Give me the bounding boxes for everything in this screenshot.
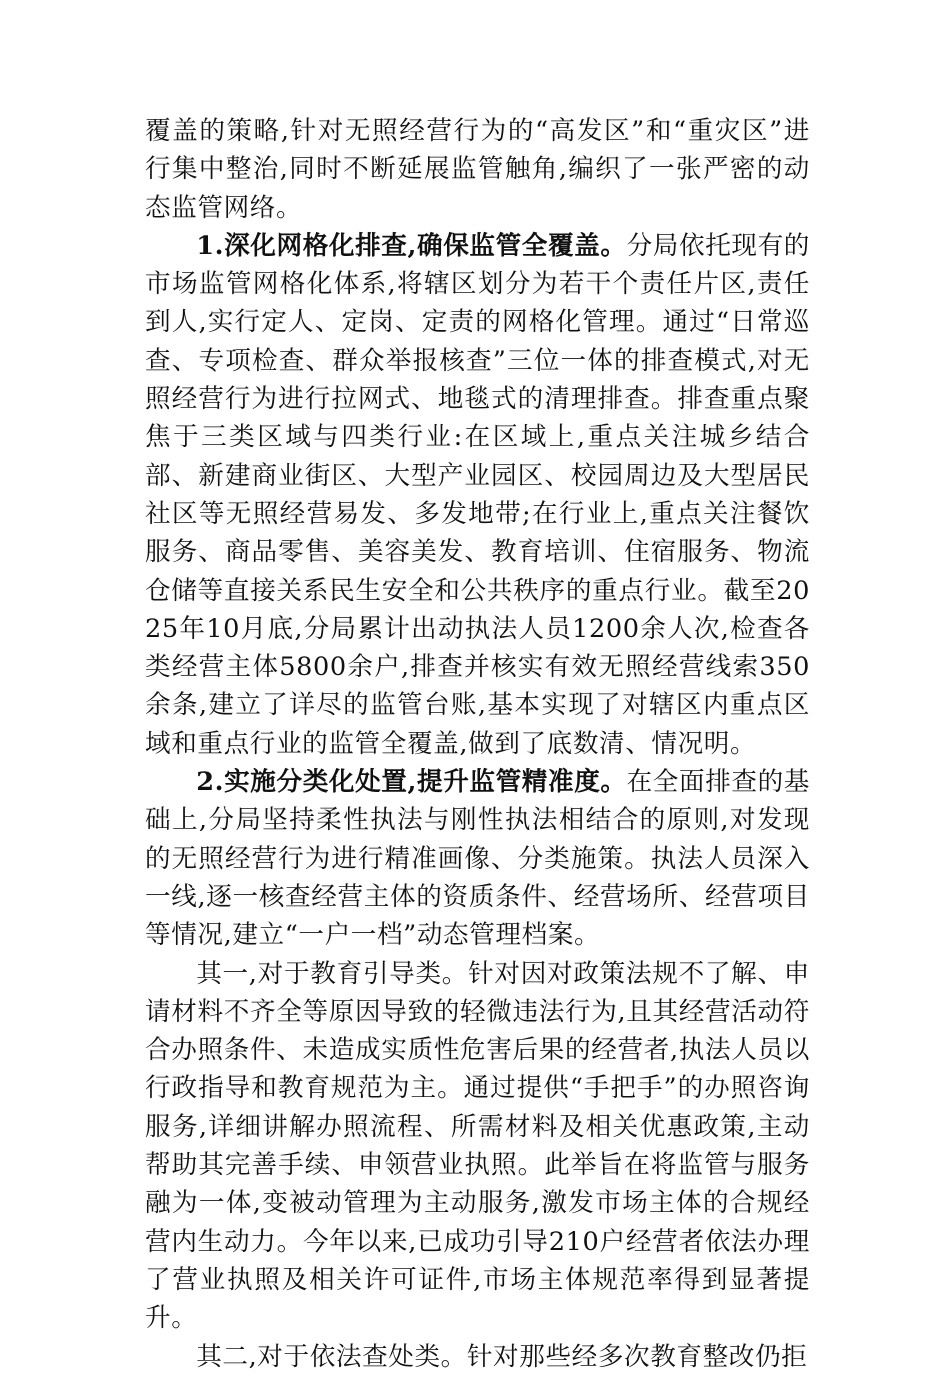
paragraph-intro-continued [145,112,810,227]
paragraph-heading: 2.实施分类化处置,提升监管精准度。 [196,767,627,798]
paragraph-text: 其二,对于依法查处类。针对那些经多次教育整改仍拒 [196,1341,808,1372]
paragraph-text: 覆盖的策略,针对无照经营行为的“高发区”和“重灾区”进行集中整治,同时不断延展监管触角,编织了一张严密的动态监管网络。 [145,116,810,223]
paragraph-education-guidance [145,955,810,1338]
document-body [145,112,810,1376]
paragraph-heading: 1.深化网格化排查,确保监管全覆盖。 [196,230,627,261]
paragraph-text: 分局依托现有的市场监管网格化体系,将辖区划分为若干个责任片区,责任到人,实行定人、定岗、定责的网格化管理。通过“日常巡查、专项检查、群众举报核查”三位一体的排查模式,对无照经营行为进行拉网式、地毯式的清理排查。排查重点聚焦于三类区域与四类行业:在区域上,重点关注城乡结合部、新建商业街区、大型产业园区、校园周边及大型居民社区等无照经营易发、多发地带;在行业上,重点关注餐饮服务、商品零售、美容美发、教育培训、住宿服务、物流仓储等直接关系民生安全和公共秩序的重点行业。截至2025年10月底,分局累计出动执法人员1200余人次,检查各类经营主体5800余户,排查并核实有效无照经营线索350余条,建立了详尽的监管台账,基本实现了对辖区内重点区域和重点行业的监管全覆盖,做到了底数清、情况明。 [145,230,810,759]
paragraph-grid-inspection [145,227,810,763]
paragraph-text: 在全面排查的基础上,分局坚持柔性执法与刚性执法相结合的原则,对发现的无照经营行为进行精准画像、分类施策。执法人员深入一线,逐一核查经营主体的资质条件、经营场所、经营项目等情况,建立“一户一档”动态管理档案。 [145,767,810,951]
paragraph-legal-investigation [145,1338,810,1376]
paragraph-classified-disposal [145,763,810,954]
paragraph-text: 其一,对于教育引导类。针对因对政策法规不了解、申请材料不齐全等原因导致的轻微违法行为,且其经营活动符合办照条件、未造成实质性危害后果的经营者,执法人员以行政指导和教育规范为主。通过提供“手把手”的办照咨询服务,详细讲解办照流程、所需材料及相关优惠政策,主动帮助其完善手续、申领营业执照。此举旨在将监管与服务融为一体,变被动管理为主动服务,激发市场主体的合规经营内生动力。今年以来,已成功引导210户经营者依法办理了营业执照及相关许可证件,市场主体规范率得到显著提升。 [145,958,810,1334]
